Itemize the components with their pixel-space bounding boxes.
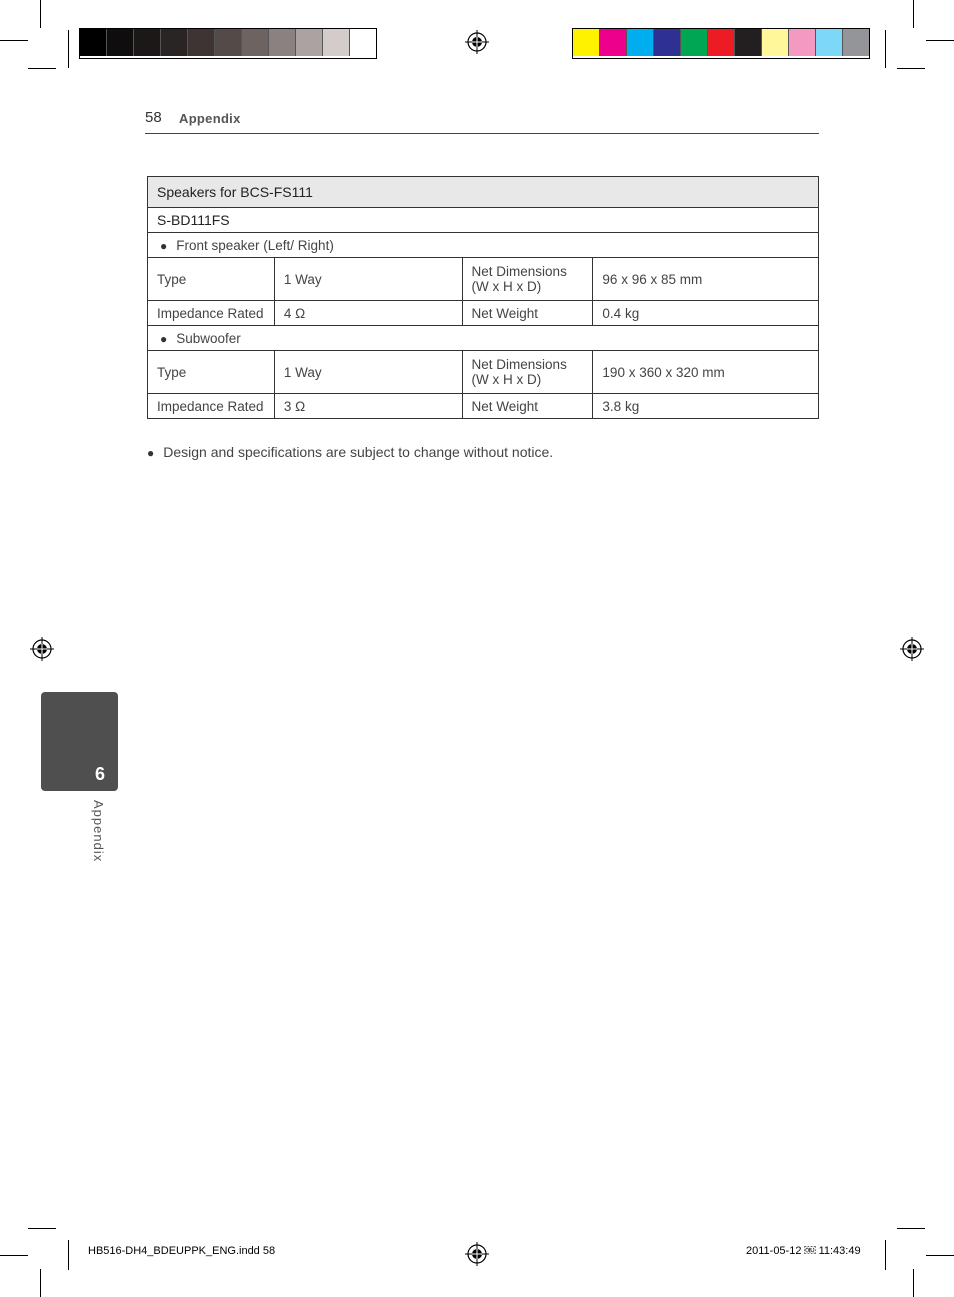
color-swatch: [107, 29, 134, 56]
color-swatch: [762, 29, 789, 56]
color-swatch: [269, 29, 296, 56]
color-swatch: [350, 29, 376, 56]
group-heading: [148, 326, 819, 351]
table-row: [148, 301, 819, 326]
color-swatch: [80, 29, 107, 56]
table-title-row: [148, 177, 819, 208]
grayscale-color-bar: [79, 28, 377, 59]
registration-mark-icon: [465, 1242, 489, 1266]
color-swatch: [789, 29, 816, 56]
group-name: Front speaker (Left/ Right): [176, 237, 334, 253]
crop-mark: [926, 1255, 954, 1256]
footnote: [147, 444, 553, 460]
cell-label: Net Weight: [462, 301, 593, 326]
chapter-tab: [41, 692, 118, 791]
table-row: [148, 326, 819, 351]
bullet-icon: ●: [160, 238, 168, 253]
cell-label: [462, 351, 593, 394]
crop-mark: [40, 0, 41, 28]
color-swatch: [708, 29, 735, 56]
group-heading: [148, 233, 819, 258]
crop-mark: [40, 1269, 41, 1297]
crop-mark: [885, 30, 886, 68]
print-slug-filename: HB516-DH4_BDEUPPK_ENG.indd 58: [88, 1245, 276, 1257]
registration-mark-icon: [465, 30, 489, 54]
crop-mark: [0, 40, 28, 41]
crop-mark: [897, 1228, 925, 1229]
speaker-spec-table: [147, 176, 819, 419]
model-name: S-BD111FS: [148, 208, 819, 233]
cell-value: 1 Way: [274, 258, 462, 301]
color-swatch: [215, 29, 242, 56]
color-swatch: [600, 29, 627, 56]
dims-label-line: (W x H x D): [471, 279, 542, 294]
crop-mark: [28, 68, 56, 69]
cell-label: Impedance Rated: [148, 301, 275, 326]
crop-mark: [28, 1228, 56, 1229]
page-header: [145, 109, 819, 134]
cell-label: Type: [148, 351, 275, 394]
table-row: [148, 351, 819, 394]
color-swatch: [188, 29, 215, 56]
crop-mark: [68, 30, 69, 68]
crop-mark: [0, 1255, 28, 1256]
crop-mark: [926, 40, 954, 41]
table-row: [148, 258, 819, 301]
bullet-icon: ●: [160, 331, 168, 346]
color-swatch: [296, 29, 323, 56]
cell-label: Impedance Rated: [148, 394, 275, 419]
registration-mark-icon: [30, 637, 54, 661]
page-number: 58: [145, 109, 162, 126]
crop-mark: [68, 1240, 69, 1270]
dims-label-line: (W x H x D): [471, 372, 542, 387]
color-swatch: [242, 29, 269, 56]
table-row: [148, 208, 819, 233]
cell-value: 3.8 kg: [593, 394, 819, 419]
cell-value: 96 x 96 x 85 mm: [593, 258, 819, 301]
dims-label-line: Net Dimensions: [471, 264, 567, 279]
cell-value: 1 Way: [274, 351, 462, 394]
cell-value: 3 Ω: [274, 394, 462, 419]
cell-label: Net Weight: [462, 394, 593, 419]
chapter-number: 6: [94, 764, 105, 784]
dims-label-line: Net Dimensions: [471, 357, 567, 372]
color-swatch: [735, 29, 762, 56]
group-name: Subwoofer: [176, 330, 241, 346]
table-row: [148, 394, 819, 419]
crop-mark: [885, 1240, 886, 1270]
cell-label: Type: [148, 258, 275, 301]
cell-value: 4 Ω: [274, 301, 462, 326]
section-title: Appendix: [179, 111, 241, 126]
registration-mark-icon: [900, 637, 924, 661]
cell-value: 0.4 kg: [593, 301, 819, 326]
table-row: [148, 233, 819, 258]
color-swatch: [323, 29, 350, 56]
footnote-text: Design and specifications are subject to change without notice.: [163, 444, 554, 460]
color-swatch: [573, 29, 600, 56]
bullet-icon: ●: [147, 446, 155, 460]
color-swatch: [161, 29, 188, 56]
color-swatch: [134, 29, 161, 56]
color-swatch: [816, 29, 843, 56]
color-swatch: [627, 29, 654, 56]
crop-mark: [913, 0, 914, 28]
process-color-bar: [572, 28, 870, 59]
crop-mark: [913, 1269, 914, 1297]
table-title: Speakers for BCS-FS111: [148, 177, 819, 208]
color-swatch: [654, 29, 681, 56]
cell-value: 190 x 360 x 320 mm: [593, 351, 819, 394]
print-slug-timestamp: 2011-05-12 ￼ 11:43:49: [746, 1245, 861, 1257]
cell-label: [462, 258, 593, 301]
crop-mark: [897, 68, 925, 69]
color-swatch: [843, 29, 869, 56]
chapter-tab-label: Appendix: [91, 800, 106, 863]
color-swatch: [681, 29, 708, 56]
